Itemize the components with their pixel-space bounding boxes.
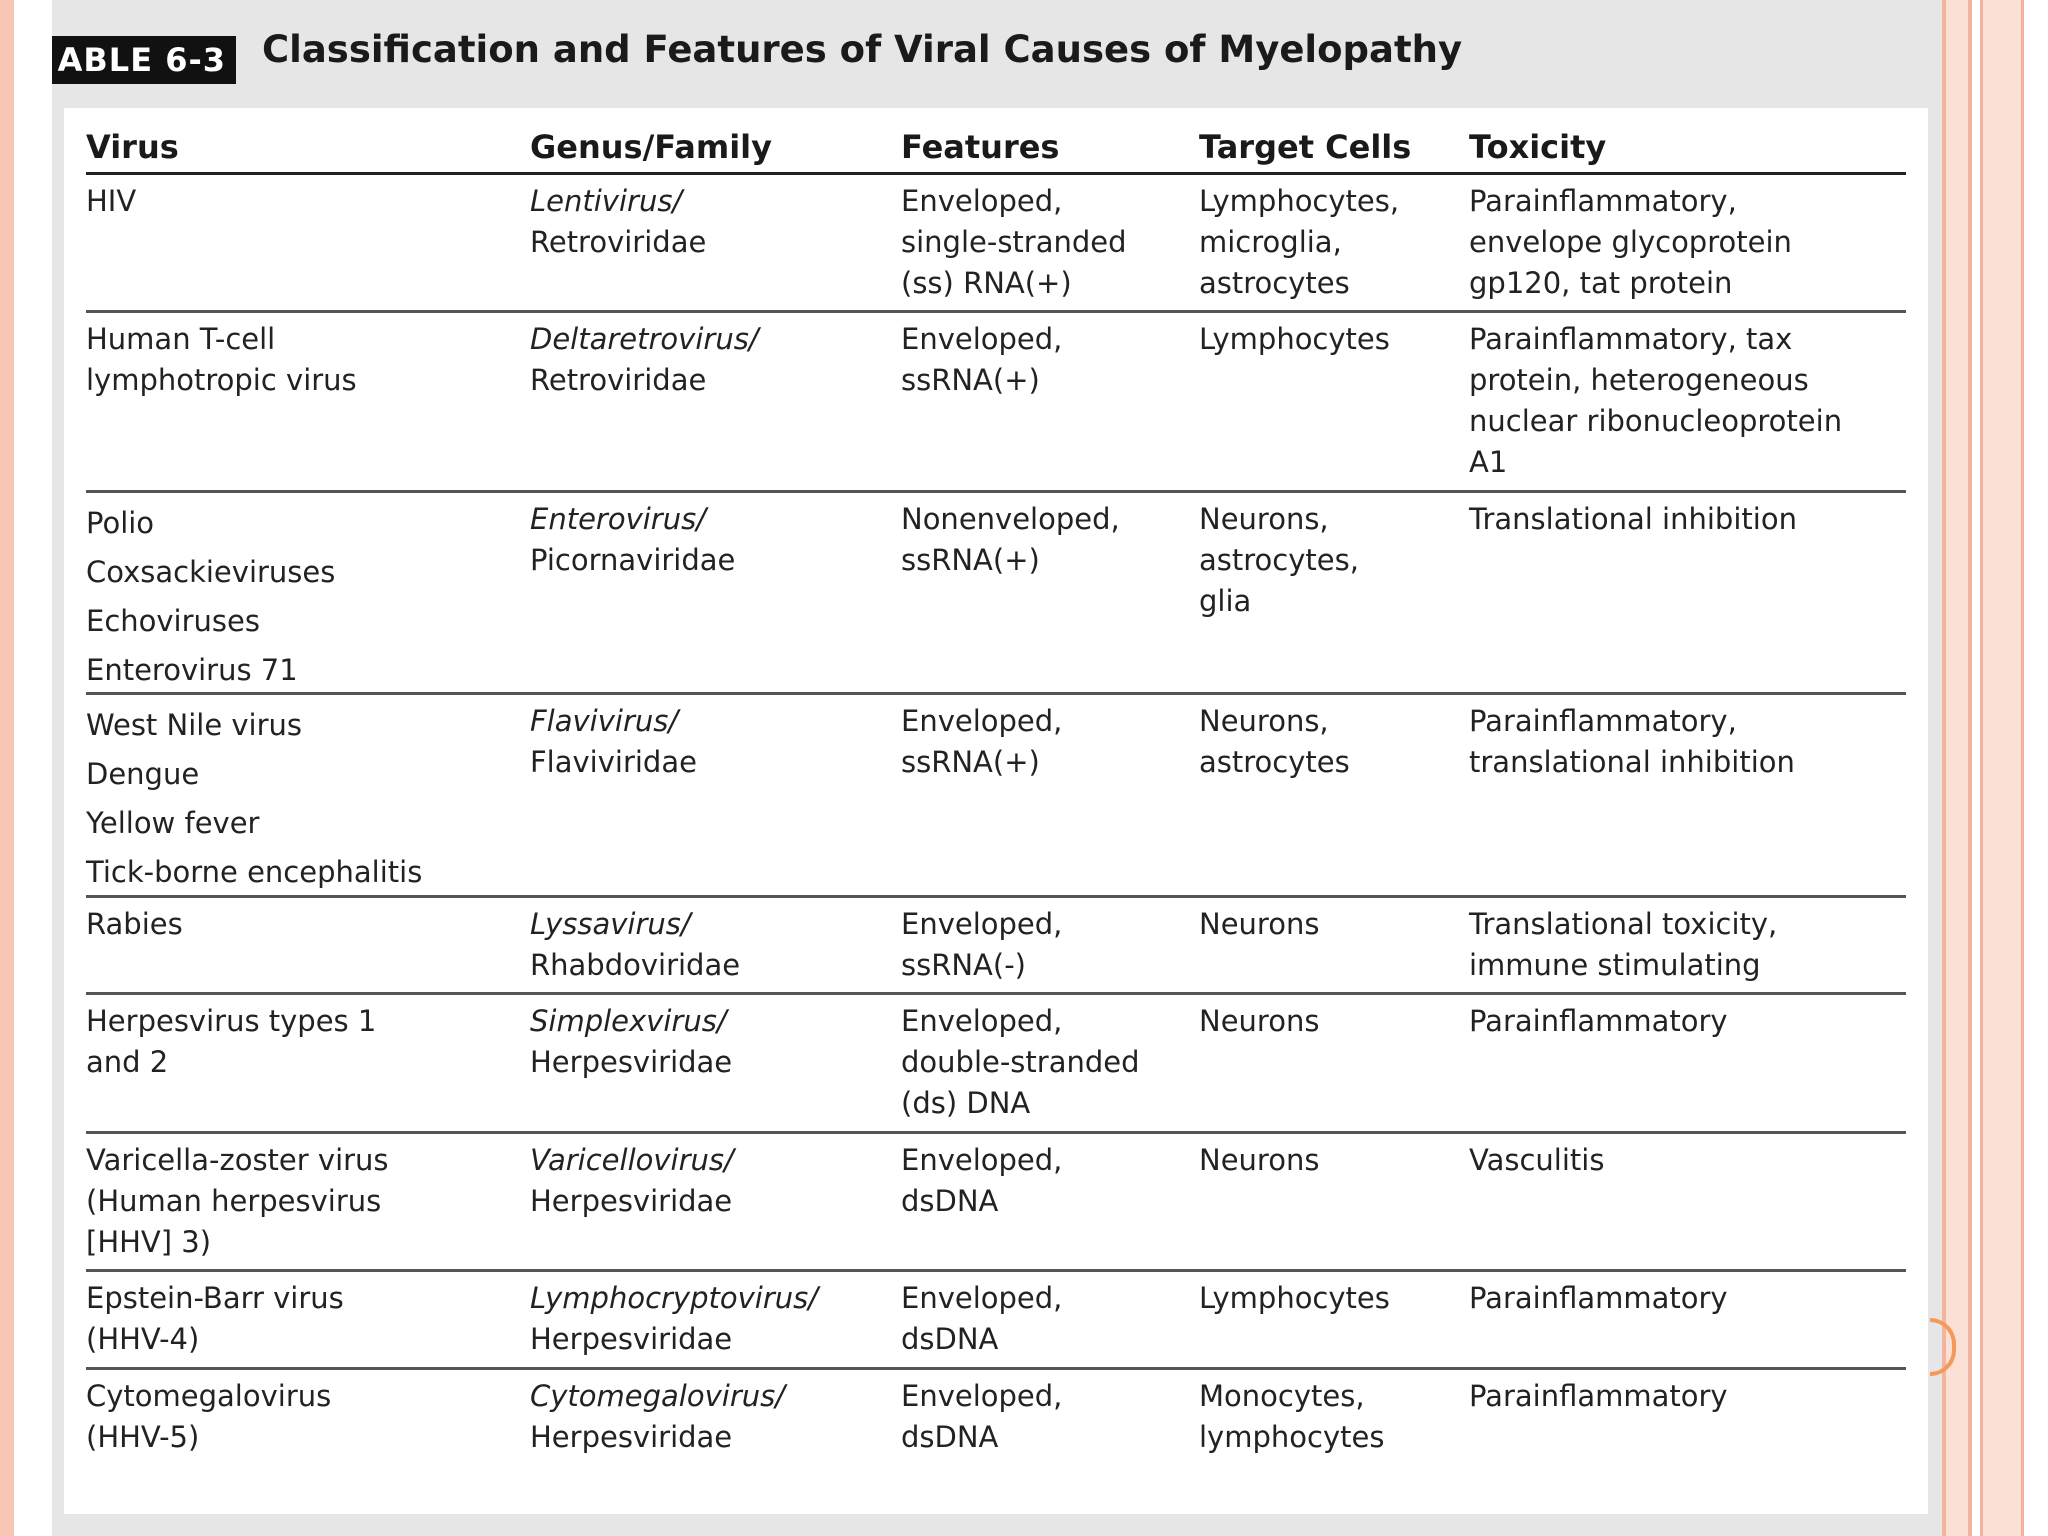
virus-name: lymphotropic virus [86, 363, 357, 397]
toxicity-text: Parainflammatory [1469, 1379, 1728, 1413]
cell-features [901, 1278, 1062, 1360]
table-row [86, 175, 1906, 313]
target-cell-text: Monocytes, [1199, 1379, 1365, 1413]
feature-text: Enveloped, [901, 1379, 1063, 1413]
cell-target-cells [1199, 1376, 1384, 1458]
feature-text: double-stranded [901, 1045, 1140, 1079]
cell-features [901, 1376, 1062, 1458]
left-margin-strip [0, 0, 14, 1536]
target-cell-text: Neurons, [1199, 704, 1329, 738]
virus-name: Herpesvirus types 1 [86, 1004, 377, 1038]
table-row [86, 1272, 1906, 1370]
virus-name: (HHV-5) [86, 1420, 200, 1454]
cell-virus [86, 499, 335, 695]
table-panel [64, 108, 1928, 1514]
family-name: Picornaviridae [530, 543, 736, 577]
cell-genus-family [530, 904, 740, 986]
virus-name: Polio [86, 506, 155, 540]
table-row [86, 313, 1906, 493]
table-row [86, 898, 1906, 995]
table-row [86, 493, 1906, 695]
family-name: Retroviridae [530, 225, 707, 259]
virus-name: HIV [86, 184, 137, 218]
genus-name: Lyssavirus/ [530, 907, 691, 941]
family-name: Herpesviridae [530, 1184, 733, 1218]
cell-target-cells [1199, 904, 1319, 945]
feature-text: (ds) DNA [901, 1086, 1031, 1120]
cell-genus-family [530, 499, 735, 581]
toxicity-text: envelope glycoprotein [1469, 225, 1792, 259]
cell-genus-family [530, 1001, 732, 1083]
cell-virus [86, 319, 357, 401]
toxicity-text: protein, heterogeneous [1469, 363, 1809, 397]
feature-text: Enveloped, [901, 1004, 1063, 1038]
header-target-cells: Target Cells [1199, 128, 1412, 166]
cell-virus [86, 181, 136, 222]
table-row [86, 695, 1906, 898]
family-name: Rhabdoviridae [530, 948, 741, 982]
cell-target-cells [1199, 701, 1350, 783]
cell-toxicity [1469, 1001, 1728, 1042]
genus-name: Lymphocryptovirus/ [530, 1281, 819, 1315]
toxicity-text: Parainflammatory, [1469, 184, 1737, 218]
feature-text: Enveloped, [901, 322, 1063, 356]
cell-target-cells [1199, 1278, 1390, 1319]
cell-toxicity [1469, 1376, 1728, 1417]
cell-target-cells [1199, 181, 1399, 304]
family-name: Herpesviridae [530, 1045, 733, 1079]
feature-text: Enveloped, [901, 704, 1063, 738]
family-name: Retroviridae [530, 363, 707, 397]
cell-virus [86, 701, 422, 897]
genus-name: Enterovirus/ [530, 502, 706, 536]
virus-name: Rabies [86, 907, 183, 941]
genus-name: Deltaretrovirus/ [530, 322, 759, 356]
cell-toxicity [1469, 904, 1777, 986]
feature-text: ssRNA(-) [901, 948, 1026, 982]
target-cell-text: Lymphocytes [1199, 1281, 1390, 1315]
cell-features [901, 701, 1062, 783]
virus-name: West Nile virus [86, 708, 303, 742]
virus-name: Dengue [86, 757, 200, 791]
virus-name: Cytomegalovirus [86, 1379, 332, 1413]
target-cell-text: Neurons, [1199, 502, 1329, 536]
cell-toxicity [1469, 701, 1795, 783]
feature-text: Nonenveloped, [901, 502, 1120, 536]
toxicity-text: A1 [1469, 445, 1508, 479]
slide-border [1942, 0, 2048, 1536]
header-toxicity: Toxicity [1469, 128, 1607, 166]
target-cell-text: glia [1199, 584, 1252, 618]
feature-text: ssRNA(+) [901, 543, 1040, 577]
virus-name: (Human herpesvirus [86, 1184, 382, 1218]
table-header-row [86, 122, 1906, 175]
feature-text: ssRNA(+) [901, 745, 1040, 779]
cell-features [901, 1140, 1062, 1222]
family-name: Herpesviridae [530, 1322, 733, 1356]
cell-toxicity [1469, 1278, 1728, 1319]
cell-genus-family [530, 319, 759, 401]
toxicity-text: Parainflammatory, [1469, 704, 1737, 738]
virus-name: (HHV-4) [86, 1322, 200, 1356]
virus-name: [HHV] 3) [86, 1225, 212, 1259]
cell-target-cells [1199, 1001, 1319, 1042]
cell-features [901, 499, 1120, 581]
virus-name: Human T-cell [86, 322, 276, 356]
table-title: Classification and Features of Viral Causes of Myelopathy [262, 28, 1463, 71]
cell-virus [86, 1376, 331, 1458]
cell-genus-family [530, 181, 706, 263]
cell-virus [86, 1278, 344, 1360]
feature-text: dsDNA [901, 1420, 999, 1454]
cell-genus-family [530, 1376, 785, 1458]
toxicity-text: immune stimulating [1469, 948, 1761, 982]
toxicity-text: translational inhibition [1469, 745, 1795, 779]
toxicity-text: Translational inhibition [1469, 502, 1797, 536]
genus-name: Varicellovirus/ [530, 1143, 734, 1177]
feature-text: Enveloped, [901, 184, 1063, 218]
virus-name: Epstein-Barr virus [86, 1281, 344, 1315]
virus-name: Echoviruses [86, 604, 260, 638]
cell-genus-family [530, 701, 697, 783]
cell-toxicity [1469, 499, 1797, 540]
target-cell-text: Neurons [1199, 1004, 1320, 1038]
cell-genus-family [530, 1278, 818, 1360]
feature-text: Enveloped, [901, 907, 1063, 941]
family-name: Flaviviridae [530, 745, 697, 779]
feature-text: ssRNA(+) [901, 363, 1040, 397]
header-virus: Virus [86, 128, 179, 166]
genus-name: Lentivirus/ [530, 184, 683, 218]
cell-features [901, 181, 1127, 304]
toxicity-text: gp120, tat protein [1469, 266, 1733, 300]
genus-name: Simplexvirus/ [530, 1004, 727, 1038]
table-row [86, 1370, 1906, 1500]
feature-text: dsDNA [901, 1322, 999, 1356]
target-cell-text: microglia, [1199, 225, 1342, 259]
cell-toxicity [1469, 1140, 1604, 1181]
target-cell-text: lymphocytes [1199, 1420, 1385, 1454]
target-cell-text: Lymphocytes [1199, 322, 1390, 356]
cell-target-cells [1199, 499, 1359, 622]
virus-name: Enterovirus 71 [86, 653, 298, 687]
feature-text: dsDNA [901, 1184, 999, 1218]
feature-text: (ss) RNA(+) [901, 266, 1072, 300]
target-cell-text: Neurons [1199, 907, 1320, 941]
genus-name: Cytomegalovirus/ [530, 1379, 785, 1413]
cell-features [901, 319, 1062, 401]
toxicity-text: Parainflammatory [1469, 1004, 1728, 1038]
family-name: Herpesviridae [530, 1420, 733, 1454]
virus-name: and 2 [86, 1045, 169, 1079]
virus-name: Tick-borne encephalitis [86, 855, 423, 889]
target-cell-text: Neurons [1199, 1143, 1320, 1177]
header-genus-family: Genus/Family [530, 128, 772, 166]
feature-text: Enveloped, [901, 1143, 1063, 1177]
table-row [86, 1134, 1906, 1272]
cell-virus [86, 904, 183, 945]
table-row [86, 995, 1906, 1134]
target-cell-text: Lymphocytes, [1199, 184, 1400, 218]
genus-name: Flavivirus/ [530, 704, 679, 738]
toxicity-text: nuclear ribonucleoprotein [1469, 404, 1843, 438]
virus-name: Varicella-zoster virus [86, 1143, 389, 1177]
target-cell-text: astrocytes [1199, 266, 1350, 300]
cell-virus [86, 1001, 376, 1083]
virus-name: Yellow fever [86, 806, 260, 840]
toxicity-text: Vasculitis [1469, 1143, 1605, 1177]
cell-toxicity [1469, 181, 1792, 304]
toxicity-text: Parainflammatory, tax [1469, 322, 1793, 356]
table-number-label: ABLE 6-3 [52, 36, 236, 84]
target-cell-text: astrocytes, [1199, 543, 1359, 577]
toxicity-text: Parainflammatory [1469, 1281, 1728, 1315]
cell-genus-family [530, 1140, 734, 1222]
cell-virus [86, 1140, 389, 1263]
cell-target-cells [1199, 1140, 1319, 1181]
target-cell-text: astrocytes [1199, 745, 1350, 779]
cell-target-cells [1199, 319, 1390, 360]
header-features: Features [901, 128, 1060, 166]
virus-name: Coxsackieviruses [86, 555, 336, 589]
cell-features [901, 1001, 1140, 1124]
toxicity-text: Translational toxicity, [1469, 907, 1778, 941]
cell-toxicity [1469, 319, 1842, 483]
cell-features [901, 904, 1062, 986]
feature-text: single-stranded [901, 225, 1127, 259]
feature-text: Enveloped, [901, 1281, 1063, 1315]
